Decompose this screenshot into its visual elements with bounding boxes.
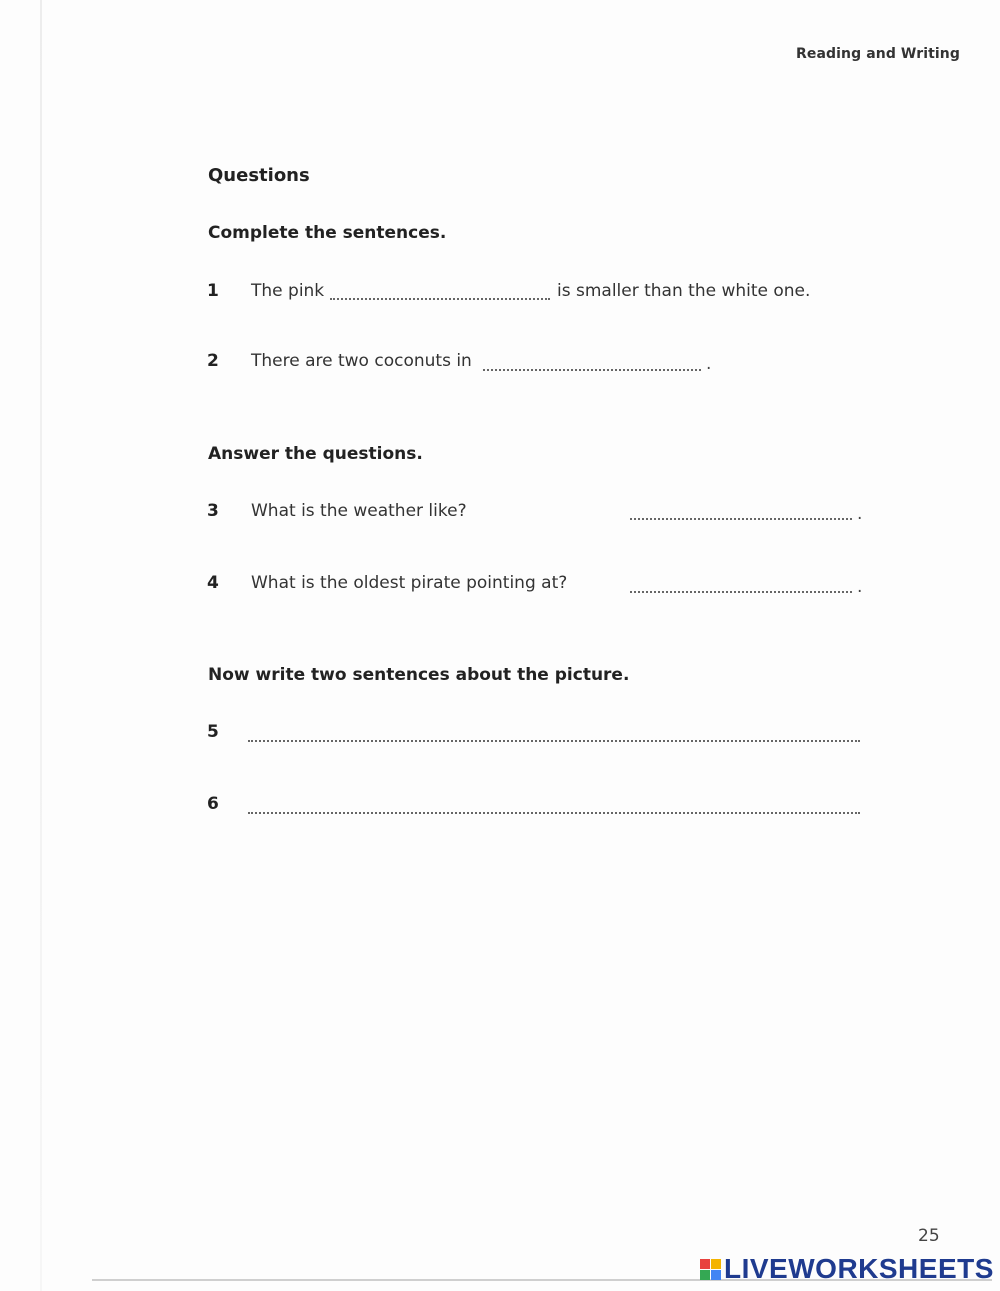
part3-instruction: Now write two sentences about the picture. — [208, 665, 630, 685]
logo-square-red — [700, 1259, 710, 1269]
part1-instruction: Complete the sentences. — [208, 223, 447, 243]
question-3-period: . — [857, 504, 863, 524]
question-number-3: 3 — [207, 501, 219, 521]
liveworksheets-logo — [700, 1254, 994, 1284]
scan-edge — [40, 0, 42, 1291]
question-1-text-after: is smaller than the white one. — [557, 281, 811, 301]
answer-blank-1[interactable] — [330, 298, 550, 300]
question-number-5: 5 — [207, 722, 219, 742]
questions-heading: Questions — [208, 165, 310, 186]
part2-instruction: Answer the questions. — [208, 444, 423, 464]
logo-squares-icon — [700, 1259, 721, 1280]
answer-blank-4[interactable] — [630, 591, 852, 593]
answer-blank-2[interactable] — [483, 369, 701, 371]
question-number-2: 2 — [207, 351, 219, 371]
question-2-text-before: There are two coconuts in — [251, 351, 472, 371]
question-3-text: What is the weather like? — [251, 501, 467, 521]
question-number-6: 6 — [207, 794, 219, 814]
question-4-period: . — [857, 577, 863, 597]
section-title: Reading and Writing — [796, 46, 960, 62]
page-number: 25 — [918, 1226, 940, 1246]
question-2-period: . — [706, 354, 712, 374]
answer-blank-6[interactable] — [248, 812, 860, 814]
logo-square-blue — [711, 1270, 721, 1280]
answer-blank-3[interactable] — [630, 518, 852, 520]
logo-square-green — [700, 1270, 710, 1280]
question-1-text-before: The pink — [251, 281, 325, 301]
logo-square-yellow — [711, 1259, 721, 1269]
question-number-4: 4 — [207, 573, 219, 593]
answer-blank-5[interactable] — [248, 740, 860, 742]
logo-text: LIVEWORKSHEETS — [724, 1253, 994, 1284]
question-number-1: 1 — [207, 281, 219, 301]
question-4-text: What is the oldest pirate pointing at? — [251, 573, 568, 593]
